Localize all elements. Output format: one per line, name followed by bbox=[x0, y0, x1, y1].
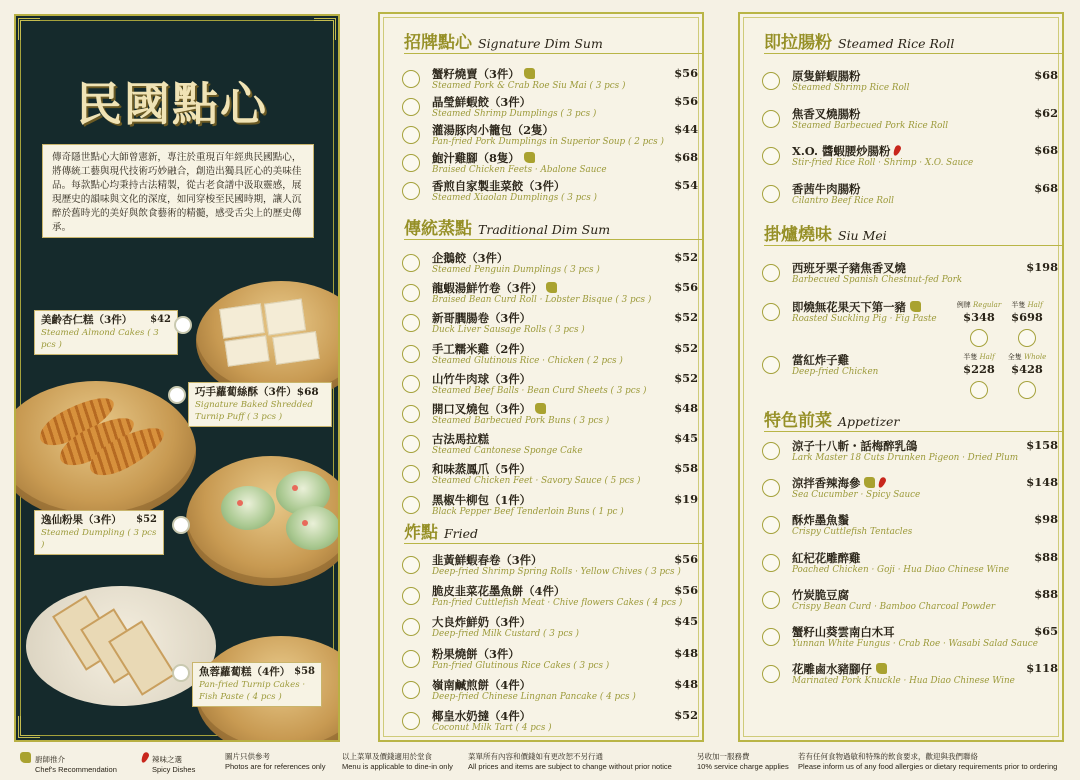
section-header-rice-roll: 即拉腸粉 Steamed Rice Roll bbox=[764, 28, 1064, 54]
item-price: $45 bbox=[674, 614, 698, 629]
callout-marker bbox=[168, 386, 186, 404]
item-name-en: Sea Cucumber · Spicy Sauce bbox=[792, 490, 921, 501]
menu-item bbox=[402, 401, 702, 431]
item-name-cn: 灌湯豚肉小籠包（2隻） bbox=[432, 123, 554, 137]
menu-item bbox=[762, 512, 1062, 542]
select-checkbox[interactable] bbox=[402, 98, 420, 116]
select-checkbox[interactable] bbox=[402, 405, 420, 423]
spicy-icon bbox=[892, 144, 902, 157]
menu-panel-right bbox=[738, 12, 1064, 742]
select-checkbox[interactable] bbox=[402, 587, 420, 605]
item-name-en: Steamed Chicken Feet · Savory Sauce ( 5 pcs ) bbox=[432, 476, 641, 487]
item-name-cn: 新哥膶腸卷（3件） bbox=[432, 311, 532, 326]
item-name-en: Steamed Xiaolan Dumplings ( 3 pcs ) bbox=[432, 193, 597, 203]
select-checkbox[interactable] bbox=[402, 314, 420, 332]
select-checkbox[interactable] bbox=[762, 147, 780, 165]
item-price: $98 bbox=[1034, 512, 1058, 527]
item-price: $198 bbox=[1026, 260, 1058, 274]
callout-marker bbox=[172, 664, 190, 682]
menu-item bbox=[402, 646, 702, 676]
item-name-cn: 山竹牛肉球（3件） bbox=[432, 371, 532, 386]
item-name-cn: 即燒無花果天下第一豬 bbox=[792, 299, 921, 315]
select-checkbox[interactable] bbox=[402, 681, 420, 699]
item-name-cn: 和味蒸鳳爪（5件） bbox=[432, 462, 532, 477]
select-checkbox[interactable] bbox=[762, 516, 780, 534]
select-checkbox[interactable] bbox=[762, 110, 780, 128]
item-name-cn: 香茜牛肉腸粉 bbox=[792, 181, 861, 196]
item-price: $148 bbox=[1026, 475, 1058, 490]
item-price: $56 bbox=[674, 66, 698, 80]
menu-item bbox=[402, 150, 702, 180]
menu-item bbox=[402, 310, 702, 340]
item-price: $65 bbox=[1034, 624, 1058, 638]
item-name-en: Cilantro Beef Rice Roll bbox=[792, 195, 894, 206]
item-name-cn: 紅杞花雕醉雞 bbox=[792, 550, 861, 565]
item-price: $52 bbox=[674, 310, 698, 325]
menu-item bbox=[762, 438, 1062, 468]
item-name-en: Steamed Cantonese Sponge Cake bbox=[432, 446, 583, 457]
item-price: $52 bbox=[674, 708, 698, 722]
chef-recommend-icon bbox=[864, 477, 875, 488]
menu-item bbox=[402, 280, 702, 310]
select-checkbox[interactable] bbox=[762, 479, 780, 497]
footer-note: 另收加一服務費 bbox=[697, 752, 750, 761]
item-name-en: Marinated Pork Knuckle · Hua Diao Chinese Wine bbox=[792, 676, 1015, 687]
section-header-signature: 招牌點心 Signature Dim Sum bbox=[404, 28, 704, 54]
item-name-cn: 手工糯米雞（2件） bbox=[432, 341, 532, 356]
item-name-cn: 韭黃鮮蝦春卷（3件） bbox=[432, 553, 543, 567]
chef-recommend-icon bbox=[546, 282, 557, 293]
item-price: $52 bbox=[674, 340, 698, 355]
item-name-cn: 焦香叉燒腸粉 bbox=[792, 106, 861, 121]
item-name-cn: 粉果燒餅（3件） bbox=[432, 646, 520, 661]
item-name-en: Steamed Beef Balls · Bean Curd Sheets ( 3 pcs ) bbox=[432, 385, 647, 396]
item-price: $48 bbox=[674, 645, 698, 660]
item-name-en: Steamed Glutinous Rice · Chicken ( 2 pcs ) bbox=[432, 355, 623, 366]
item-name-cn: 香煎自家製韭菜餃（3件） bbox=[432, 179, 566, 193]
item-name-cn: 黑椒牛柳包（1件） bbox=[432, 492, 532, 507]
item-price: $88 bbox=[1034, 586, 1058, 601]
item-name-en: Steamed Shrimp Rice Roll bbox=[792, 83, 910, 93]
item-name-en: Crispy Bean Curd · Bamboo Charcoal Powder bbox=[792, 601, 996, 612]
item-name-cn: 酥炸墨魚鬚 bbox=[792, 513, 849, 528]
footer-note: 若有任何食物過敏和特殊的飲食要求，歡迎與我們聯絡 bbox=[798, 752, 978, 761]
menu-item bbox=[402, 583, 702, 613]
footer-notes: 廚師推介 Chef's Recommendation 辣味之選 Spicy Dishes 圖片只供參考 Photos are for references only 以上菜單及價錢適用於堂食 Menu is applicable to dine-in only 菜單所有內容和價錢如有更改恕不另行通 All prices and items are subject to change without prior notice 另收加一服務費 10% service charge applies 若有任何食物過敏和特殊的飲食要求，歡迎與我們聯絡 Please inform us of any food allergies or dietary requirements prior to ordering bbox=[0, 750, 1080, 780]
select-checkbox[interactable] bbox=[1018, 381, 1036, 399]
footer-note: 菜單所有內容和價錢如有更改恕不另行通 bbox=[468, 752, 603, 761]
item-price: $54 bbox=[674, 178, 698, 192]
menu-item bbox=[762, 587, 1062, 617]
chef-recommend-icon bbox=[524, 152, 535, 163]
item-name-cn: 當紅炸子雞 bbox=[792, 353, 849, 367]
item-name-cn: 涼子十八斬・話梅醉乳鴿 bbox=[792, 439, 918, 453]
item-name-en: Deep-fried Milk Custard ( 3 pcs ) bbox=[432, 629, 579, 640]
item-name-en: Steamed Pork & Crab Roe Siu Mai ( 3 pcs ) bbox=[432, 81, 626, 91]
item-price: $56 bbox=[674, 280, 698, 295]
item-price: $48 bbox=[674, 676, 698, 691]
item-name-en: Deep-fried Chinese Lingnan Pancake ( 4 pcs ) bbox=[432, 691, 636, 702]
section-header-siu-mei: 掛爐燒味 Siu Mei bbox=[764, 220, 1064, 246]
item-name-cn: 涼拌香辣海參 bbox=[792, 475, 885, 491]
select-checkbox[interactable] bbox=[402, 254, 420, 272]
item-price: $88 bbox=[1034, 549, 1058, 564]
hero-title: 民國點心 bbox=[76, 77, 268, 131]
menu-item bbox=[762, 624, 1062, 654]
select-checkbox[interactable] bbox=[402, 496, 420, 514]
select-checkbox[interactable] bbox=[402, 345, 420, 363]
section-header-appetizer: 特色前菜 Appetizer bbox=[764, 406, 1064, 432]
item-name-en: Braised Chicken Feets · Abalone Sauce bbox=[432, 165, 607, 175]
item-name-en: Stir-fried Rice Roll · Shrimp · X.O. Sauce bbox=[792, 158, 974, 168]
select-checkbox[interactable] bbox=[402, 618, 420, 636]
item-name-cn: 大良炸鮮奶（3件） bbox=[432, 615, 532, 630]
chef-recommend-icon bbox=[876, 663, 887, 674]
item-name-en: Roasted Suckling Pig · Fig Paste bbox=[792, 314, 937, 324]
item-price: $68 bbox=[1034, 180, 1058, 195]
item-price: $158 bbox=[1026, 438, 1058, 452]
callout-turnip-cake: 魚蓉蘿蔔糕（4件） $58 Pan-fried Turnip Cakes · Fish Paste ( 4 pcs ) bbox=[192, 662, 322, 707]
item-name-en: Duck Liver Sausage Rolls ( 3 pcs ) bbox=[432, 325, 585, 336]
select-checkbox[interactable] bbox=[762, 628, 780, 646]
item-name-en: Steamed Shrimp Dumplings ( 3 pcs ) bbox=[432, 109, 597, 119]
item-name-cn: 西班牙栗子豬焦香叉燒 bbox=[792, 261, 906, 275]
item-name-en: Yunnan White Fungus · Crab Roe · Wasabi Salad Sauce bbox=[792, 639, 1038, 649]
menu-item bbox=[762, 106, 1062, 136]
item-price: $56 bbox=[674, 552, 698, 566]
select-checkbox[interactable] bbox=[402, 712, 420, 730]
item-name-en: Black Pepper Beef Tenderloin Buns ( 1 pc ) bbox=[432, 506, 624, 517]
footer-note: 圖片只供參考 bbox=[225, 752, 270, 761]
item-name-en: Steamed Barbecued Pork Buns ( 3 pcs ) bbox=[432, 416, 610, 426]
select-checkbox[interactable] bbox=[402, 126, 420, 144]
chef-recommend-icon bbox=[524, 68, 535, 79]
item-price: $19 bbox=[674, 491, 698, 506]
item-price: $118 bbox=[1026, 661, 1058, 676]
menu-item bbox=[402, 461, 702, 491]
menu-panel-dim-sum bbox=[378, 12, 704, 742]
item-name-en: Steamed Penguin Dumplings ( 3 pcs ) bbox=[432, 265, 600, 275]
menu-item bbox=[762, 661, 1062, 691]
callout-turnip-puff: 巧手蘿蔔絲酥（3件）$68 Signature Baked Shredded Turnip Puff ( 3 pcs ) bbox=[188, 382, 332, 427]
menu-item bbox=[762, 260, 1062, 290]
callout-marker bbox=[174, 316, 192, 334]
select-checkbox[interactable] bbox=[402, 556, 420, 574]
item-price: $45 bbox=[674, 431, 698, 446]
item-price: $58 bbox=[674, 461, 698, 476]
menu-item bbox=[402, 66, 702, 96]
menu-item bbox=[402, 708, 702, 738]
menu-item bbox=[402, 552, 702, 582]
hero-panel bbox=[14, 14, 340, 742]
select-checkbox[interactable] bbox=[970, 329, 988, 347]
select-checkbox[interactable] bbox=[762, 72, 780, 90]
item-name-cn: 竹炭脆豆腐 bbox=[792, 587, 849, 602]
item-name-en: Braised Bean Curd Roll · Lobster Bisque ( 3 pcs ) bbox=[432, 295, 652, 306]
item-name-en: Pan-fried Glutinous Rice Cakes ( 3 pcs ) bbox=[432, 660, 610, 671]
item-name-cn: 椰皇水奶撻（4件） bbox=[432, 709, 532, 723]
item-name-cn: 龍蝦湯鮮竹卷（3件） bbox=[432, 280, 557, 296]
item-name-cn: 脆皮韭菜花墨魚餅（4件） bbox=[432, 584, 566, 599]
item-price: $68 bbox=[1034, 68, 1058, 82]
item-name-en: Lark Master 18 Cuts Drunken Pigeon · Dried Plum bbox=[792, 453, 1019, 463]
select-checkbox[interactable] bbox=[762, 665, 780, 683]
select-checkbox[interactable] bbox=[402, 182, 420, 200]
section-header-fried: 炸點 Fried bbox=[404, 518, 704, 544]
select-checkbox[interactable] bbox=[402, 154, 420, 172]
item-name-cn: 蟹籽山葵雲南白木耳 bbox=[792, 625, 895, 639]
menu-item bbox=[402, 371, 702, 401]
menu-item bbox=[402, 341, 702, 371]
menu-item bbox=[402, 614, 702, 644]
item-price: $62 bbox=[1034, 105, 1058, 120]
item-name-en: Steamed Barbecued Pork Rice Roll bbox=[792, 120, 949, 131]
item-name-en: Pan-fried Cuttlefish Meat · Chive flowers Cakes ( 4 pcs ) bbox=[432, 598, 683, 609]
select-checkbox[interactable] bbox=[402, 465, 420, 483]
item-name-cn: 原隻鮮蝦腸粉 bbox=[792, 69, 861, 83]
item-name-cn: 晶瑩鮮蝦餃（3件） bbox=[432, 95, 532, 109]
menu-item bbox=[762, 181, 1062, 211]
section-header-traditional: 傳統蒸點 Traditional Dim Sum bbox=[404, 214, 704, 240]
portion-option: 例牌 Regular $348 bbox=[954, 300, 1004, 347]
select-checkbox[interactable] bbox=[762, 591, 780, 609]
select-checkbox[interactable] bbox=[762, 264, 780, 282]
item-price: $52 bbox=[674, 370, 698, 385]
item-name-en: Coconut Milk Tart ( 4 pcs ) bbox=[432, 723, 552, 733]
select-checkbox[interactable] bbox=[402, 435, 420, 453]
item-name-en: Crispy Cuttlefish Tentacles bbox=[792, 527, 913, 538]
footer-note: 以上菜單及價錢適用於堂食 bbox=[342, 752, 432, 761]
select-checkbox[interactable] bbox=[762, 356, 780, 374]
item-name-cn: 花雕鹵水豬腳仔 bbox=[792, 661, 887, 677]
select-checkbox[interactable] bbox=[762, 554, 780, 572]
item-price: $68 bbox=[674, 150, 698, 164]
item-name-en: Poached Chicken · Goji · Hua Diao Chinese Wine bbox=[792, 564, 1010, 575]
item-name-cn: 蟹籽燒賣（3件） bbox=[432, 66, 535, 82]
callout-marker bbox=[172, 516, 190, 534]
select-checkbox[interactable] bbox=[762, 185, 780, 203]
item-name-en: Deep-fried Shrimp Spring Rolls · Yellow Chives ( 3 pcs ) bbox=[432, 567, 681, 577]
chef-recommend-icon bbox=[910, 301, 921, 312]
select-checkbox[interactable] bbox=[402, 284, 420, 302]
menu-item bbox=[402, 250, 702, 280]
menu-item bbox=[402, 178, 702, 208]
item-name-cn: 鮑汁雞腳（8隻） bbox=[432, 150, 535, 166]
menu-item bbox=[762, 68, 1062, 98]
menu-item bbox=[402, 94, 702, 124]
menu-item bbox=[762, 143, 1062, 173]
callout-almond-cake: 美齡杏仁糕（3件） $42 Steamed Almond Cakes ( 3 pcs ) bbox=[34, 310, 178, 355]
footer-note: 辣味之選 bbox=[152, 755, 182, 764]
item-name-cn: 嶺南鹹煎餅（4件） bbox=[432, 677, 532, 692]
item-price: $52 bbox=[674, 250, 698, 264]
item-name-cn: X.O. 醬蝦腰炒腸粉 bbox=[792, 143, 900, 159]
spicy-icon bbox=[877, 476, 887, 489]
item-name-cn: 古法馬拉糕 bbox=[432, 432, 489, 447]
menu-item bbox=[402, 677, 702, 707]
item-price: $68 bbox=[1034, 143, 1058, 157]
item-price: $56 bbox=[674, 583, 698, 598]
menu-item bbox=[762, 550, 1062, 580]
select-checkbox[interactable] bbox=[762, 303, 780, 321]
select-checkbox[interactable] bbox=[402, 70, 420, 88]
item-price: $56 bbox=[674, 94, 698, 108]
item-name-en: Barbecued Spanish Chestnut-fed Pork bbox=[792, 275, 963, 285]
portion-option: 全隻 Whole $428 bbox=[1002, 352, 1052, 399]
item-name-en: Pan-fried Pork Dumplings in Superior Soup ( 2 pcs ) bbox=[432, 137, 664, 147]
select-checkbox[interactable] bbox=[1018, 329, 1036, 347]
portion-option: 半隻 Half $228 bbox=[954, 352, 1004, 399]
chef-recommend-icon bbox=[535, 403, 546, 414]
item-name-cn: 企鵝餃（3件） bbox=[432, 251, 509, 265]
item-name-cn: 開口叉燒包（3件） bbox=[432, 401, 546, 417]
footer-note: 廚師推介 bbox=[35, 755, 65, 764]
menu-item bbox=[402, 122, 702, 152]
select-checkbox[interactable] bbox=[402, 375, 420, 393]
select-checkbox[interactable] bbox=[402, 650, 420, 668]
select-checkbox[interactable] bbox=[970, 381, 988, 399]
item-name-en: Deep-fried Chicken bbox=[792, 367, 879, 377]
item-price: $48 bbox=[674, 401, 698, 415]
portion-option: 半隻 Half $698 bbox=[1002, 300, 1052, 347]
intro-text: 傳奇隱世點心大師曾憲新，專注於重現百年經典民國點心，將傳統工藝與現代技術巧妙融合，創造出獨具匠心的美味佳品。每款點心均秉持古法精製，從古老食譜中汲取靈感，展現歷史的韻味與文化的深度，如同穿梭至民國時期，讓人沉醉於舊時光的美好與飲食藝術的精髓，感受舌尖上的歷史傳承。 bbox=[42, 144, 314, 238]
menu-item bbox=[762, 475, 1062, 505]
select-checkbox[interactable] bbox=[762, 442, 780, 460]
item-price: $44 bbox=[674, 122, 698, 136]
callout-dumpling: 逸仙粉果（3件） $52 Steamed Dumpling ( 3 pcs ) bbox=[34, 510, 164, 555]
menu-item bbox=[402, 431, 702, 461]
